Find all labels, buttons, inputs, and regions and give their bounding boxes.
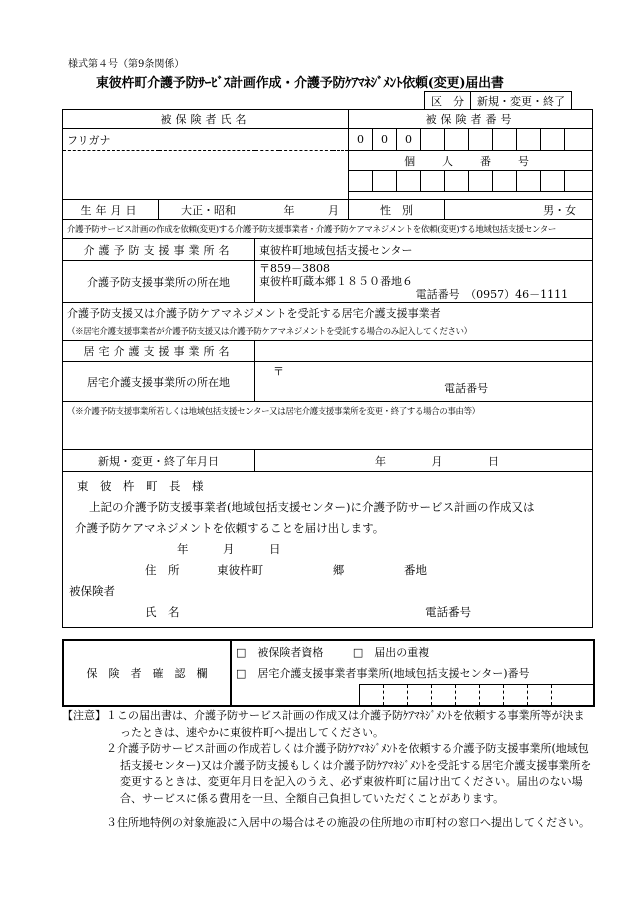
note-3: ３住所地特例の対象施設に入居中の場合はその施設の住所地の市町村の窓口へ提出してください。 [106,816,590,829]
insured-name-header: 被保険者氏名 [63,110,349,129]
insured-person-label: 被保険者 [69,584,115,598]
main-form-table [62,109,593,628]
office-number-cell[interactable] [455,684,479,706]
change-date-field[interactable] [255,450,593,472]
home-care-heading: 介護予防支援又は介護予防ケアマネジメントを受託する居宅介護支援事業者 [63,303,593,323]
insured-number-cell[interactable] [469,129,493,151]
change-day-unit: 日 [488,454,499,468]
center-address-label: 介護予防支援事業所の所在地 [63,261,255,303]
name-label: 氏 名 [145,605,180,619]
office-number-cell[interactable] [407,684,431,706]
confirm-spacer [231,684,359,706]
insured-number-header: 被保険者番号 [349,110,593,129]
name-row[interactable] [69,602,586,623]
address-go: 郷 [332,563,345,577]
home-care-address-label: 居宅介護支援事業所の所在地 [63,362,255,402]
center-phone: 電話番号 （0957）46－1111 [415,288,569,301]
birth-month-unit: 月 [328,203,339,217]
insured-number-cell[interactable] [565,129,593,151]
home-care-name-field[interactable] [255,341,593,362]
personal-number-header: 個 人 番 号 [349,151,593,171]
addressee: 東 彼 杵 町 長 様 [77,479,204,493]
note-2: ２介護予防サービス計画の作成若しくは介護予防ｹｱﾏﾈｼﾞﾒﾝﾄを依頼する介護予防支援事業所(地域包括支援センター)又は介護予防支援もしくは介護予防ｹｱﾏﾈｼﾞﾒﾝﾄを受託する居宅介護支援事業所を変更するときは、変更年月日を記入のうえ、必ず東彼杵町に届け出てください。届出のない場合、サービスに係る費用を一旦、全額自己負担していただくことがあります。 [106,742,592,805]
insured-number-digit: 0 [349,129,373,151]
personal-number-cell[interactable] [421,171,445,192]
notes-prefix: 【注意】 [62,709,106,722]
center-postal: 〒859－3808 [259,262,330,275]
note-1: １この届出書は、介護予防サービス計画の作成又は介護予防ｹｱﾏﾈｼﾞﾒﾝﾄを依頼する事業所等が決まったときは、速やかに東彼杵町へ提出してください。 [106,709,585,739]
home-care-postal: 〒 [273,365,284,378]
center-name-value[interactable]: 東彼杵町地域包括支援センター [255,239,593,261]
personal-number-cell[interactable] [397,171,421,192]
furigana-label[interactable]: フリガナ [63,129,349,151]
birth-date-label: 生年月日 [63,200,159,220]
address-label: 住 所 [145,563,180,577]
kubun-table [424,91,572,110]
birth-date-field[interactable] [159,200,349,220]
kubun-label: 区 分 [425,92,471,110]
change-month-unit: 月 [431,454,443,468]
personal-number-cell[interactable] [565,171,593,192]
confirm-option-qualification[interactable] [231,640,594,662]
home-care-address-field[interactable] [255,362,593,402]
personal-number-cell[interactable] [493,171,517,192]
confirm-table [62,639,595,707]
personal-number-cell[interactable] [541,171,565,192]
confirm-opt1[interactable]: □ 被保険者資格 [236,645,324,659]
personal-number-cell[interactable] [517,171,541,192]
center-address-field[interactable] [255,261,593,303]
office-number-cell[interactable] [503,684,527,706]
personal-number-extra-row [349,192,593,200]
insured-number-digit: 0 [397,129,421,151]
notes-section [62,708,592,833]
declaration-block [63,472,593,628]
office-number-cell[interactable] [479,684,503,706]
insured-number-cell[interactable] [421,129,445,151]
office-number-cell[interactable] [359,684,383,706]
kubun-options[interactable]: 新規・変更・終了 [471,92,572,110]
address-row[interactable] [69,560,586,581]
change-date-label: 新規・変更・終了年月日 [63,450,255,472]
sex-label: 性 別 [349,200,445,220]
confirm-opt2[interactable]: □ 届出の重複 [352,645,430,659]
center-address: 東彼杵町蔵本郷１８５０番地６ [259,275,413,288]
insured-number-cell[interactable] [541,129,565,151]
sex-options[interactable]: 男・女 [445,200,593,220]
declaration-line-1: 上記の介護予防支援事業者(地域包括支援センター)に介護予防サービス計画の作成又は [89,500,535,514]
form-title: 東彼杵町介護予防ｻｰﾋﾞｽ計画作成・介護予防ｹｱﾏﾈｼﾞﾒﾝﾄ依頼(変更)届出書 [96,76,504,91]
birth-era: 大正・昭和 [181,203,236,217]
home-care-phone: 電話番号 [444,382,489,395]
home-care-note: （※居宅介護支援事業者が介護予防支援又は介護予防ケアマネジメントを受託する場合のみ記入してください） [63,323,593,341]
office-number-cell[interactable] [431,684,455,706]
address-town: 東彼杵町 [217,563,264,577]
reason-note: （※介護予防支援事業所若しくは地域包括支援センター又は居宅介護支援事業所を変更・終了する場合の事由等） [67,407,480,417]
insured-name-field[interactable] [63,151,349,200]
reason-field[interactable] [63,402,593,450]
center-section-note: 介護予防サービス計画の作成を依頼(変更)する介護予防支援事業者・介護予防ケアマネジメントを依頼(変更)する地域包括支援センター [63,220,593,239]
office-number-cell[interactable] [383,684,407,706]
insured-number-cell[interactable] [517,129,541,151]
insured-number-cell[interactable] [445,129,469,151]
declaration-line-2: 介護予防ケアマネジメントを依頼することを届け出します。 [75,521,385,535]
home-care-name-label: 居宅介護支援事業所名 [63,341,255,362]
birth-year-unit: 年 [283,203,295,217]
personal-number-cell[interactable] [373,171,397,192]
insured-number-digit: 0 [373,129,397,151]
name-phone-label: 電話番号 [425,605,472,619]
office-number-cell[interactable] [527,684,551,706]
address-banchi: 番地 [403,563,427,577]
change-year-unit: 年 [375,454,386,468]
office-number-cell[interactable] [551,684,594,706]
confirm-option-office-number[interactable]: □ 居宅介護支援事業者事業所(地域包括支援センター)番号 [236,666,530,680]
confirm-label: 保 険 者 確 認 欄 [63,640,231,706]
insured-number-cell[interactable] [493,129,517,151]
personal-number-cell[interactable] [445,171,469,192]
declaration-date[interactable]: 年 月 日 [177,542,281,556]
form-number: 様式第４号（第9条関係） [68,59,185,70]
center-name-label: 介護予防支援事業所名 [63,239,255,261]
personal-number-cell[interactable] [349,171,373,192]
personal-number-cell[interactable] [469,171,493,192]
